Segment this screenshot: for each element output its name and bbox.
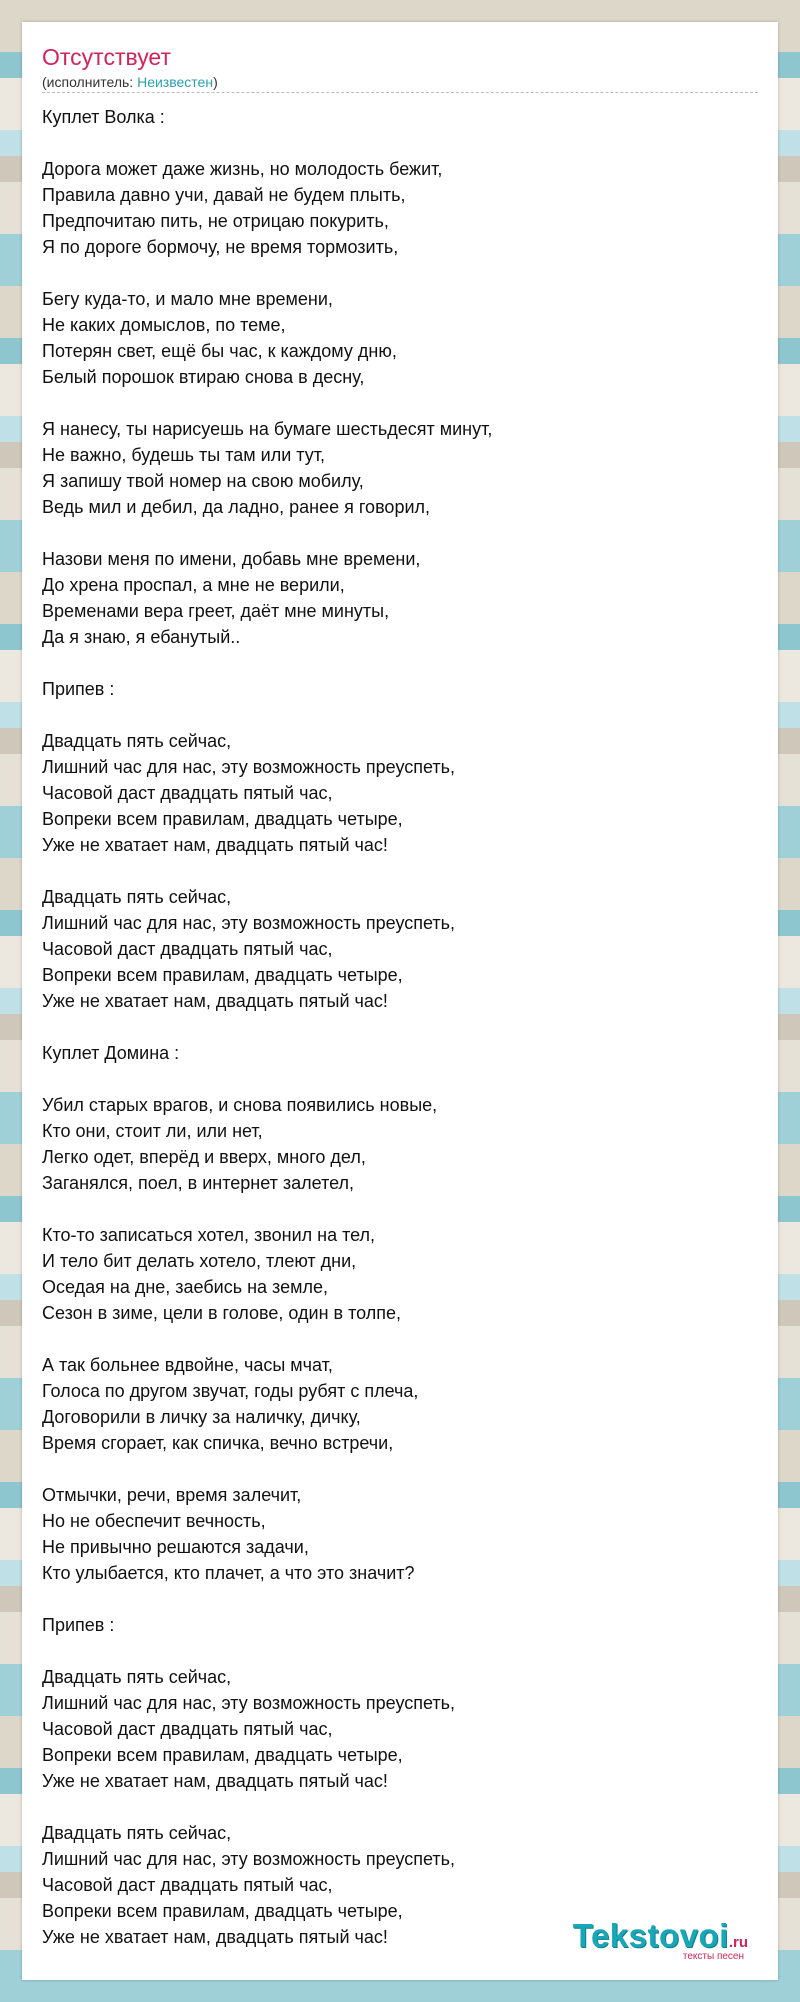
- lyric-line: Вопреки всем правилам, двадцать четыре,: [42, 1745, 403, 1765]
- lyric-line: [42, 1014, 762, 1040]
- artist-link[interactable]: Неизвестен: [137, 74, 214, 90]
- lyric-line: Ведь мил и дебил, да ладно, ранее я говорил,: [42, 497, 431, 517]
- logo-name: Tekstovoi: [572, 1917, 729, 1954]
- lyric-line: Двадцать пять сейчас,: [42, 887, 232, 907]
- lyric-line: До хрена проспал, а мне не верили,: [42, 575, 345, 595]
- lyric-line: Но не обеспечит вечность,: [42, 1511, 266, 1531]
- lyric-line: Часовой даст двадцать пятый час,: [42, 939, 333, 959]
- lyric-line: Бегу куда-то, и мало мне времени,: [42, 289, 333, 309]
- lyric-line: Предпочитаю пить, не отрицаю покурить,: [42, 211, 389, 231]
- lyric-line: Припев :: [42, 679, 115, 699]
- lyric-line: [42, 260, 762, 286]
- lyric-line: Договорили в личку за наличку, дичку,: [42, 1407, 361, 1427]
- lyric-line: Не каких домыслов, по теме,: [42, 315, 286, 335]
- lyric-line: И тело бит делать хотело, тлеют дни,: [42, 1251, 357, 1271]
- lyric-line: Дорога может даже жизнь, но молодость бежит,: [42, 159, 443, 179]
- lyric-line: Время сгорает, как спичка, вечно встречи,: [42, 1433, 394, 1453]
- lyric-line: [42, 1638, 762, 1664]
- lyric-line: Часовой даст двадцать пятый час,: [42, 1875, 333, 1895]
- lyric-line: Легко одет, вперёд и вверх, много дел,: [42, 1147, 366, 1167]
- lyric-line: Кто-то записаться хотел, звонил на тел,: [42, 1225, 376, 1245]
- lyric-line: Временами вера греет, даёт мне минуты,: [42, 601, 390, 621]
- lyric-line: Двадцать пять сейчас,: [42, 1823, 232, 1843]
- lyric-line: Правила давно учи, давай не будем плыть,: [42, 185, 406, 205]
- lyric-line: Заганялся, поел, в интернет залетел,: [42, 1173, 355, 1193]
- lyric-line: Лишний час для нас, эту возможность преуспеть,: [42, 757, 456, 777]
- lyric-line: [42, 1794, 762, 1820]
- lyric-line: Уже не хватает нам, двадцать пятый час!: [42, 1927, 388, 1947]
- lyric-line: Лишний час для нас, эту возможность преуспеть,: [42, 913, 456, 933]
- lyric-line: Уже не хватает нам, двадцать пятый час!: [42, 991, 388, 1011]
- lyric-line: Не важно, будешь ты там или тут,: [42, 445, 325, 465]
- logo-tld: .ru: [728, 1934, 748, 1951]
- lyric-line: Вопреки всем правилам, двадцать четыре,: [42, 1901, 403, 1921]
- lyric-line: Уже не хватает нам, двадцать пятый час!: [42, 1771, 388, 1791]
- logo-tagline: тексты песен: [682, 1951, 744, 1962]
- lyric-line: Двадцать пять сейчас,: [42, 731, 232, 751]
- lyric-line: Вопреки всем правилам, двадцать четыре,: [42, 965, 403, 985]
- lyric-line: Двадцать пять сейчас,: [42, 1667, 232, 1687]
- lyric-line: [42, 1326, 762, 1352]
- lyric-line: Голоса по другом звучат, годы рубят с плеча,: [42, 1381, 419, 1401]
- lyric-line: Отмычки, речи, время залечит,: [42, 1485, 302, 1505]
- site-logo[interactable]: [573, 1917, 748, 1962]
- lyric-line: Сезон в зиме, цели в голове, один в толпе,: [42, 1303, 401, 1323]
- lyric-line: [42, 1586, 762, 1612]
- song-title: Отсутствует: [42, 44, 171, 70]
- lyric-line: Убил старых врагов, и снова появились новые,: [42, 1095, 438, 1115]
- lyric-line: [42, 1456, 762, 1482]
- lyrics-text: [42, 104, 762, 1950]
- lyric-line: Часовой даст двадцать пятый час,: [42, 1719, 333, 1739]
- header-divider: [42, 92, 758, 93]
- lyric-line: Лишний час для нас, эту возможность преуспеть,: [42, 1849, 456, 1869]
- lyric-line: Куплет Домина :: [42, 1043, 180, 1063]
- lyric-line: Белый порошок втираю снова в десну,: [42, 367, 365, 387]
- lyric-line: Назови меня по имени, добавь мне времени,: [42, 549, 421, 569]
- lyric-line: Часовой даст двадцать пятый час,: [42, 783, 333, 803]
- lyric-line: Куплет Волка :: [42, 107, 165, 127]
- lyric-line: Кто улыбается, кто плачет, а что это значит?: [42, 1563, 415, 1583]
- lyric-line: [42, 520, 762, 546]
- lyric-line: Оседая на дне, заебись на земле,: [42, 1277, 329, 1297]
- lyric-line: Потерян свет, ещё бы час, к каждому дню,: [42, 341, 397, 361]
- lyric-line: [42, 130, 762, 156]
- lyric-line: [42, 1066, 762, 1092]
- artist-line: [42, 74, 218, 90]
- artist-suffix: ): [213, 74, 218, 90]
- artist-prefix: (исполнитель:: [42, 74, 138, 90]
- lyric-line: Я запишу твой номер на свою мобилу,: [42, 471, 364, 491]
- lyric-line: Припев :: [42, 1615, 115, 1635]
- lyric-line: Кто они, стоит ли, или нет,: [42, 1121, 263, 1141]
- lyric-line: Да я знаю, я ебанутый..: [42, 627, 241, 647]
- lyric-line: [42, 390, 762, 416]
- lyric-line: Вопреки всем правилам, двадцать четыре,: [42, 809, 403, 829]
- lyric-line: Я нанесу, ты нарисуешь на бумаге шестьдесят минут,: [42, 419, 493, 439]
- lyrics-card: [22, 22, 778, 1980]
- lyric-line: [42, 1196, 762, 1222]
- lyric-line: Лишний час для нас, эту возможность преуспеть,: [42, 1693, 456, 1713]
- lyric-line: [42, 702, 762, 728]
- lyric-line: Не привычно решаются задачи,: [42, 1537, 309, 1557]
- lyric-line: Я по дороге бормочу, не время тормозить,: [42, 237, 399, 257]
- lyric-line: [42, 650, 762, 676]
- lyric-line: А так больнее вдвойне, часы мчат,: [42, 1355, 333, 1375]
- lyric-line: [42, 858, 762, 884]
- lyric-line: Уже не хватает нам, двадцать пятый час!: [42, 835, 388, 855]
